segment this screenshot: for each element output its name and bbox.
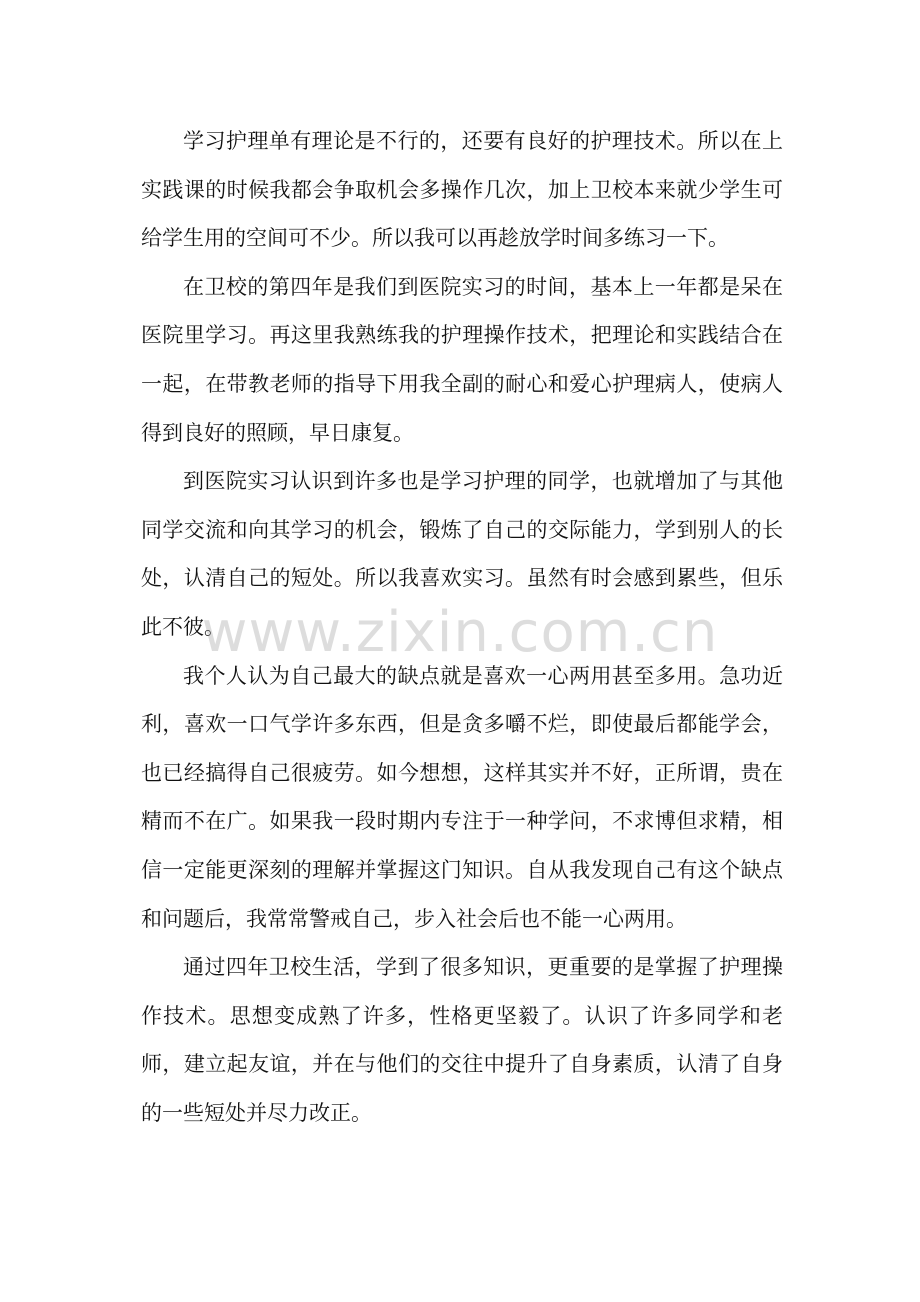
paragraph-1: 学习护理单有理论是不行的，还要有良好的护理技术。所以在上实践课的时候我都会争取机会多操作几次，加上卫校本来就少学生可给学生用的空间可不少。所以我可以再趁放学时间多练习一下。	[141, 129, 783, 251]
watermark: www.zixin.com.cn	[201, 600, 719, 665]
paragraph-5: 通过四年卫校生活，学到了很多知识，更重要的是掌握了护理操作技术。思想变成熟了许多，性格更坚毅了。认识了许多同学和老师，建立起友谊，并在与他们的交往中提升了自身素质，认清了自身的一些短处并尽力改正。	[141, 955, 783, 1125]
paragraph-2: 在卫校的第四年是我们到医院实习的时间，基本上一年都是呆在医院里学习。再这里我熟练我的护理操作技术，把理论和实践结合在一起，在带教老师的指导下用我全副的耐心和爱心护理病人，使病人得到良好的照顾，早日康复。	[141, 274, 783, 445]
document-body	[141, 117, 783, 1137]
paragraph-4: 我个人认为自己最大的缺点就是喜欢一心两用甚至多用。急功近利，喜欢一口气学许多东西，但是贪多嚼不烂，即使最后都能学会，也已经搞得自己很疲劳。如今想想，这样其实并不好，正所谓，贵在精而不在广。如果我一段时期内专注于一种学问，不求博但求精，相信一定能更深刻的理解并掌握这门知识。自从我发现自己有这个缺点和问题后，我常常警戒自己，步入社会后也不能一心两用。	[141, 663, 783, 931]
paragraph-3: 到医院实习认识到许多也是学习护理的同学，也就增加了与其他同学交流和向其学习的机会，锻炼了自己的交际能力，学到别人的长处，认清自己的短处。所以我喜欢实习。虽然有时会感到累些，但乐此不彼。	[141, 469, 783, 639]
